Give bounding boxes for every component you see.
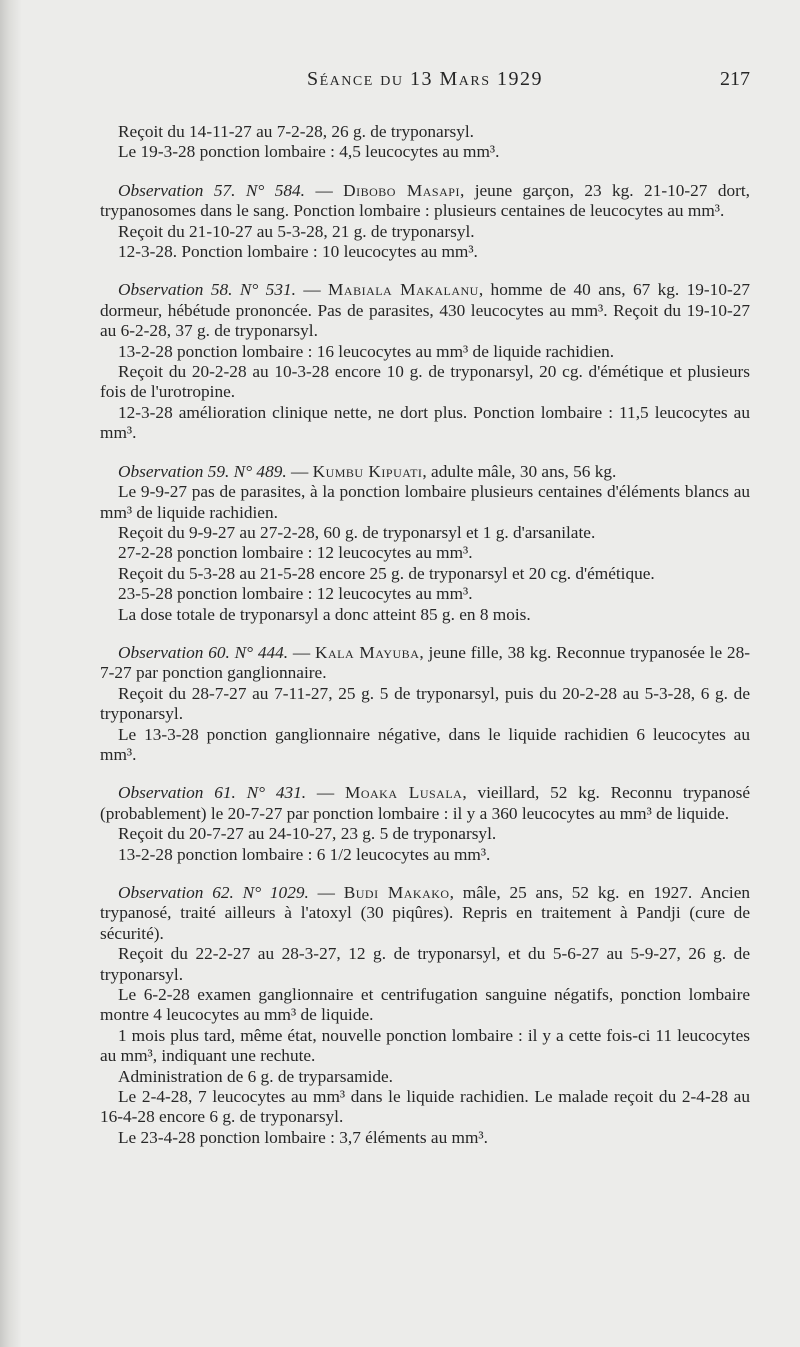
observation-paragraph: Reçoit du 28-7-27 au 7-11-27, 25 g. 5 de tryponarsyl, puis du 20-2-28 au 5-3-28, 6 g. de tryponarsyl. bbox=[100, 683, 750, 724]
observation-lead-text: , jeune fille, 38 kg. Reconnue trypanosée le 28-7-27 par ponction ganglionnaire. bbox=[100, 642, 750, 683]
intro-paragraph: Le 19-3-28 ponction lombaire : 4,5 leucocytes au mm³. bbox=[118, 142, 500, 162]
observation-heading: Observation 61. N° 431. bbox=[118, 783, 307, 803]
observation-lead-paragraph bbox=[100, 643, 750, 684]
observations-list bbox=[100, 181, 750, 1148]
observation-paragraph: Reçoit du 21-10-27 au 5-3-28, 21 g. de tryponarsyl. bbox=[118, 221, 475, 241]
observation-block bbox=[100, 181, 750, 263]
observation-paragraph: Administration de 6 g. de tryparsamide. bbox=[118, 1066, 393, 1086]
observation-block bbox=[100, 462, 750, 625]
observation-paragraph: Reçoit du 20-7-27 au 24-10-27, 23 g. 5 de tryponarsyl. bbox=[118, 824, 497, 844]
observation-paragraph: Reçoit du 9-9-27 au 27-2-28, 60 g. de tryponarsyl et 1 g. d'arsanilate. bbox=[118, 522, 596, 542]
observation-lead-paragraph bbox=[100, 280, 750, 341]
observation-block bbox=[100, 883, 750, 1148]
patient-name: Kala Mayuba bbox=[314, 642, 420, 662]
observation-lead-paragraph bbox=[100, 883, 750, 944]
observation-block bbox=[100, 643, 750, 765]
observation-heading: Observation 59. N° 489. bbox=[118, 461, 287, 481]
observation-lead-paragraph bbox=[100, 783, 750, 824]
dash-separator: — bbox=[295, 280, 329, 300]
intro-paragraph: Reçoit du 14-11-27 au 7-2-28, 26 g. de tryponarsyl. bbox=[118, 122, 474, 141]
observation-paragraph: Le 2-4-28, 7 leucocytes au mm³ dans le liquide rachidien. Le malade reçoit du 2-4-28 au 16-4-28 encore 6 g. de tryponarsyl. bbox=[100, 1087, 750, 1127]
observation-heading: Observation 57. N° 584. bbox=[118, 180, 306, 200]
running-title: Séance du 13 Mars 1929 bbox=[306, 68, 544, 90]
dash-separator: — bbox=[288, 642, 315, 662]
observation-paragraph: Le 6-2-28 examen ganglionnaire et centrifugation sanguine négatifs, ponction lombaire montre 4 leucocytes au mm³ de liquide. bbox=[100, 985, 750, 1025]
dash-separator: — bbox=[305, 180, 344, 200]
page-gutter-shadow bbox=[0, 0, 22, 1347]
observation-lead-text: , mâle, 25 ans, 52 kg. en 1927. Ancien trypanosé, traité ailleurs à l'atoxyl (30 piqûres). Repris en traitement à Pandji (cure de sécurité). bbox=[100, 883, 751, 943]
observation-paragraph: Le 23-4-28 ponction lombaire : 3,7 éléments au mm³. bbox=[118, 1127, 488, 1147]
observation-paragraph: 13-2-28 ponction lombaire : 6 1/2 leucocytes au mm³. bbox=[118, 844, 491, 864]
observation-paragraph: 23-5-28 ponction lombaire : 12 leucocytes au mm³. bbox=[118, 584, 473, 604]
observation-paragraph: Reçoit du 5-3-28 au 21-5-28 encore 25 g. de tryponarsyl et 20 cg. d'émétique. bbox=[118, 563, 655, 583]
observation-lead-text: , jeune garçon, 23 kg. 21-10-27 dort, trypanosomes dans le sang. Ponction lombaire : plusieurs centaines de leucocytes au mm³. bbox=[100, 180, 750, 221]
patient-name: Kumbu Kipuati bbox=[312, 461, 423, 481]
observation-paragraph: Reçoit du 20-2-28 au 10-3-28 encore 10 g. de tryponarsyl, 20 cg. d'émétique et plusieurs fois de l'urotropine. bbox=[100, 362, 750, 402]
observation-lead-text: , vieillard, 52 kg. Reconnu trypanosé (probablement) le 20-7-27 par ponction lombaire : il y a 360 leucocytes au mm³ de liquide. bbox=[100, 783, 751, 823]
dash-separator: — bbox=[308, 883, 344, 902]
dash-separator: — bbox=[286, 461, 313, 481]
observation-paragraph: Le 13-3-28 ponction ganglionnaire négative, dans le liquide rachidien 6 leucocytes au mm³. bbox=[100, 724, 750, 764]
observation-block bbox=[100, 783, 750, 865]
patient-name: Moaka Lusala bbox=[344, 783, 463, 803]
document-page bbox=[100, 68, 750, 1148]
intro-block bbox=[100, 122, 750, 163]
observation-paragraph: 27-2-28 ponction lombaire : 12 leucocytes au mm³. bbox=[118, 543, 473, 563]
patient-name: Budi Makako bbox=[343, 883, 450, 902]
observation-paragraph: Reçoit du 22-2-27 au 28-3-27, 12 g. de tryponarsyl, et du 5-6-27 au 5-9-27, 26 g. de tryponarsyl. bbox=[100, 944, 750, 984]
running-header bbox=[100, 68, 750, 102]
observation-lead-text: , homme de 40 ans, 67 kg. 19-10-27 dormeur, hébétude prononcée. Pas de parasites, 430 leucocytes au mm³. Reçoit du 19-10-27 au 6-2-28, 37 g. de tryponarsyl. bbox=[100, 280, 750, 341]
observation-lead-paragraph bbox=[100, 181, 750, 222]
patient-name: Mabiala Makalanu bbox=[328, 280, 479, 300]
observation-paragraph: 1 mois plus tard, même état, nouvelle ponction lombaire : il y a cette fois-ci 11 leucocytes au mm³, indiquant une rechute. bbox=[100, 1025, 750, 1066]
observation-paragraph: Le 9-9-27 pas de parasites, à la ponction lombaire plusieurs centaines d'éléments blancs au mm³ de liquide rachidien. bbox=[100, 482, 750, 522]
observation-paragraph: La dose totale de tryponarsyl a donc atteint 85 g. en 8 mois. bbox=[118, 604, 531, 624]
observation-paragraph: 13-2-28 ponction lombaire : 16 leucocytes au mm³ de liquide rachidien. bbox=[118, 341, 615, 361]
observation-heading: Observation 60. N° 444. bbox=[118, 642, 289, 662]
observation-lead-paragraph bbox=[100, 462, 750, 482]
page-number: 217 bbox=[720, 68, 750, 90]
patient-name: Dibobo Masapi bbox=[343, 180, 460, 200]
observation-block bbox=[100, 280, 750, 443]
observation-heading: Observation 58. N° 531. bbox=[118, 280, 296, 300]
observation-heading: Observation 62. N° 1029. bbox=[118, 883, 309, 902]
dash-separator: — bbox=[306, 783, 345, 803]
observation-paragraph: 12-3-28 amélioration clinique nette, ne dort plus. Ponction lombaire : 11,5 leucocytes au mm³. bbox=[100, 402, 750, 443]
observation-paragraph: 12-3-28. Ponction lombaire : 10 leucocytes au mm³. bbox=[118, 242, 478, 262]
observation-lead-text: , adulte mâle, 30 ans, 56 kg. bbox=[422, 461, 617, 481]
